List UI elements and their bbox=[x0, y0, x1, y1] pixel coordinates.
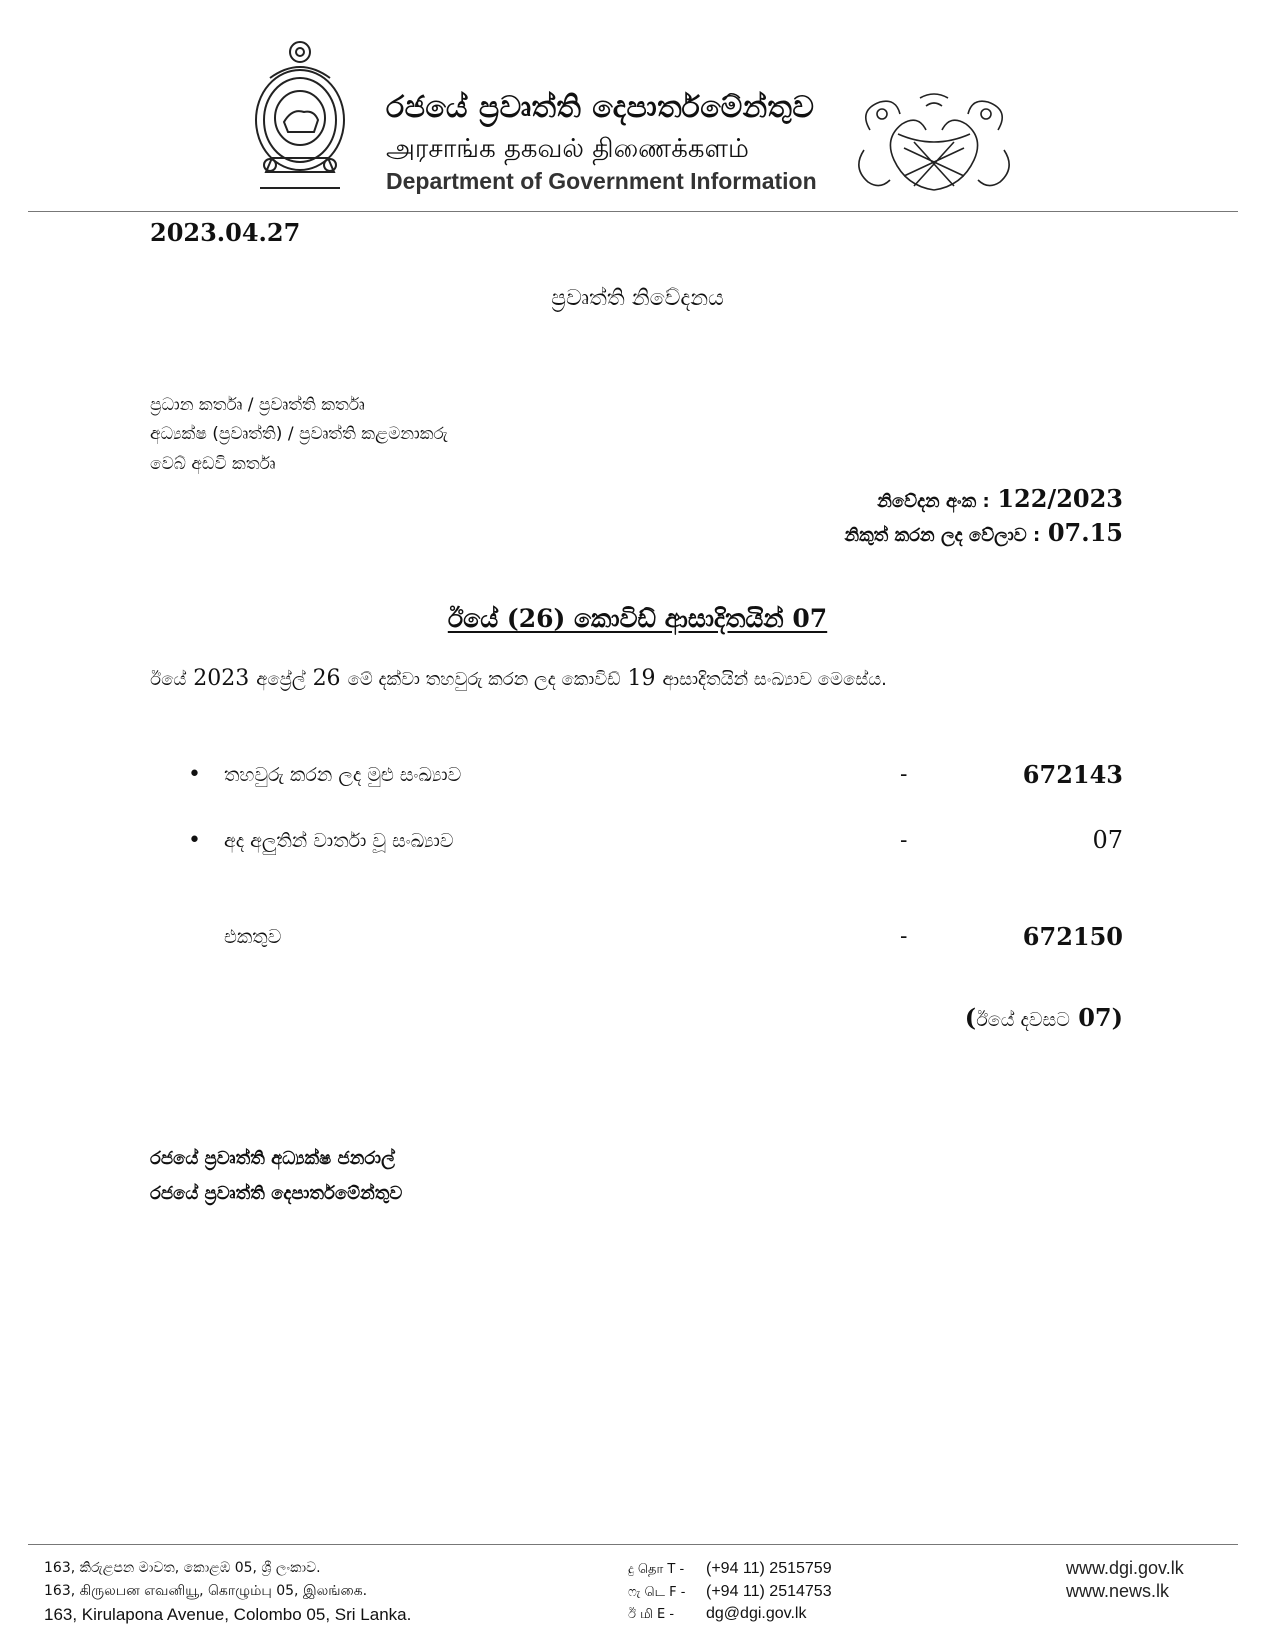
list-bullet: • bbox=[188, 762, 201, 787]
stat-value-confirmed-total: 672143 bbox=[1022, 760, 1123, 789]
department-name-english: Department of Government Information bbox=[386, 168, 817, 194]
intro-day: 26 bbox=[312, 666, 341, 691]
release-number-label: නිවේදන අංක : bbox=[877, 491, 990, 512]
address-tamil: 163, கிருலபன எவனியூ, கொழும்பு 05, இலங்கை. bbox=[44, 1583, 368, 1599]
department-name-tamil: அரசாங்க தகவல் திணைக்களம் bbox=[386, 134, 749, 164]
contact-prefix: ඊ மி E - bbox=[628, 1607, 675, 1622]
intro-text: ඊයේ bbox=[150, 669, 187, 690]
issue-time bbox=[844, 518, 1123, 547]
address-sinhala: 163, කිරුළපන මාවත, කොළඹ 05, ශ්‍රී ලංකාව. bbox=[44, 1560, 321, 1576]
contact-fax bbox=[628, 1583, 832, 1601]
headline-text: ඊයේ (26) කොවිඩ් ආසාදිතයින් 07 bbox=[447, 604, 828, 633]
website-link-news[interactable]: www.news.lk bbox=[1066, 1581, 1170, 1601]
sri-lanka-state-emblem-icon bbox=[248, 38, 352, 194]
stat-value-new-today: 07 bbox=[1092, 826, 1123, 854]
intro-text: ආසාදිතයින් සංඛ්‍යාව මෙසේය. bbox=[662, 669, 887, 690]
issue-time-label: නිකුත් කරන ලද වේලාව : bbox=[844, 525, 1041, 546]
fax-number: (+94 11) 2514753 bbox=[706, 1583, 832, 1600]
recipient-line: වෙබ් අඩවි කර්තෘ bbox=[150, 454, 276, 474]
header-divider bbox=[28, 211, 1238, 212]
issue-time-value: 07.15 bbox=[1047, 518, 1123, 547]
note-value: 07) bbox=[1078, 1003, 1123, 1032]
contact-prefix: ෆැ டெ F - bbox=[628, 1585, 686, 1600]
recipient-line: අධ්‍යක්ෂ (ප්‍රවෘත්ති) / ප්‍රවෘත්ති කළමනාකරු bbox=[150, 424, 448, 444]
stat-label-confirmed-total: තහවුරු කරන ලද මුළු සංඛ්‍යාව bbox=[224, 764, 462, 786]
website-link-dgi[interactable]: www.dgi.gov.lk bbox=[1066, 1558, 1184, 1578]
total-label: එකතුව bbox=[224, 926, 282, 948]
stat-dash: - bbox=[900, 924, 908, 949]
signature-line: රජයේ ප්‍රවෘත්ති අධ්‍යක්ෂ ජනරාල් bbox=[150, 1148, 395, 1169]
release-number-value: 122/2023 bbox=[997, 484, 1123, 513]
intro-paragraph bbox=[150, 666, 887, 691]
intro-text: අප්‍රේල් bbox=[256, 669, 306, 690]
headline bbox=[0, 604, 1275, 634]
intro-covid-number: 19 bbox=[627, 666, 656, 691]
contact-email bbox=[628, 1605, 806, 1623]
release-number bbox=[877, 484, 1123, 513]
note-text: ඊයේ දවසට bbox=[976, 1009, 1070, 1031]
yesterday-note bbox=[965, 1003, 1123, 1032]
document-title: ප්‍රවෘත්ති නිවේදනය bbox=[551, 286, 724, 311]
intro-text: මේ දක්වා තහවුරු කරන ලද කොවිඩ් bbox=[347, 669, 621, 690]
traditional-ornament-icon bbox=[850, 90, 1018, 200]
intro-year: 2023 bbox=[193, 666, 250, 691]
contact-prefix: දු தொ T - bbox=[628, 1562, 685, 1577]
email-address: dg@dgi.gov.lk bbox=[706, 1605, 807, 1622]
recipient-line: ප්‍රධාන කර්තෘ / ප්‍රවෘත්ති කර්තෘ bbox=[150, 395, 365, 415]
footer-divider bbox=[28, 1544, 1238, 1545]
department-name-sinhala: රජයේ ප්‍රවෘත්ති දෙපාර්තමේන්තුව bbox=[386, 90, 815, 125]
stat-label-new-today: අද අලුතින් වාර්තා වූ සංඛ්‍යාව bbox=[224, 830, 454, 852]
stat-dash: - bbox=[900, 762, 908, 787]
total-value: 672150 bbox=[1022, 922, 1123, 951]
telephone-number: (+94 11) 2515759 bbox=[706, 1560, 832, 1577]
note-open-paren: ( bbox=[964, 1003, 977, 1032]
release-date: 2023.04.27 bbox=[150, 218, 301, 247]
address-english: 163, Kirulapona Avenue, Colombo 05, Sri Lanka. bbox=[44, 1605, 412, 1624]
signature-line: රජයේ ප්‍රවෘත්ති දෙපාර්තමේන්තුව bbox=[150, 1183, 403, 1204]
stat-dash: - bbox=[900, 828, 908, 853]
contact-telephone bbox=[628, 1560, 832, 1578]
list-bullet: • bbox=[188, 828, 201, 853]
